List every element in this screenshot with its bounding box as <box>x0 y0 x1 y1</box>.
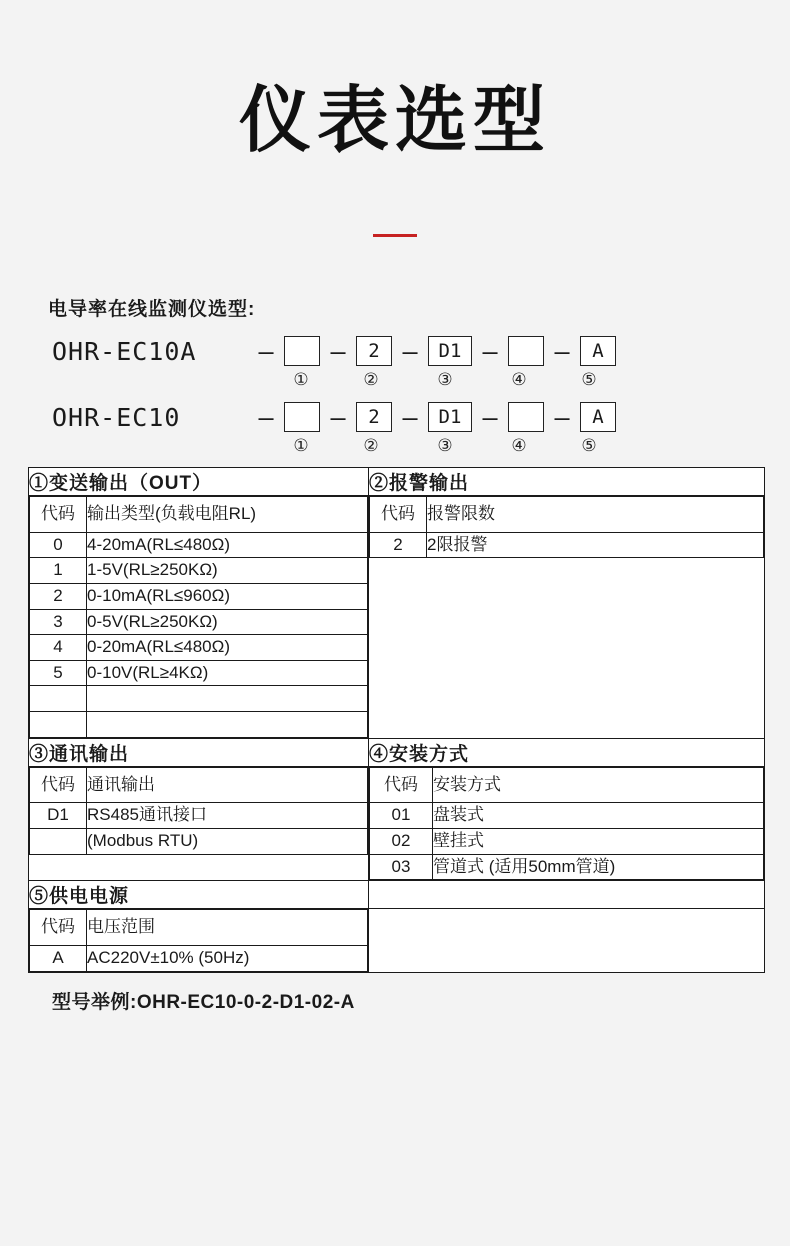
table-row <box>370 803 764 829</box>
table-row <box>29 468 765 496</box>
row-code: 03 <box>370 854 433 880</box>
table-row-filler <box>30 686 368 712</box>
section-4-subtable <box>369 767 764 881</box>
section-1-header: ①变送输出（OUT） <box>29 468 369 496</box>
section-1-subtable <box>29 496 368 738</box>
marker-4: ④ <box>511 436 527 455</box>
row-code: 2 <box>370 532 427 558</box>
col-header-desc: 通讯输出 <box>87 767 368 803</box>
row-code <box>30 829 87 855</box>
row-desc: AC220V±10% (50Hz) <box>87 945 368 971</box>
row-code: 2 <box>30 583 87 609</box>
table-row-filler <box>30 712 368 738</box>
table-row <box>370 532 764 558</box>
marker-5: ⑤ <box>581 436 597 455</box>
section-5-header: ⑤供电电源 <box>29 881 369 909</box>
marker-3: ③ <box>437 436 453 455</box>
table-row <box>30 609 368 635</box>
section-4-body <box>369 766 765 881</box>
code-box-2[interactable]: 2 <box>356 336 392 366</box>
col-header-code: 代码 <box>30 910 87 946</box>
dash-separator: — <box>554 402 570 432</box>
section-5-body <box>29 909 369 972</box>
title-divider-wrap <box>0 224 790 242</box>
row-desc: 4-20mA(RL≤480Ω) <box>87 532 368 558</box>
row-code: A <box>30 945 87 971</box>
model-name: OHR-EC10 <box>52 402 181 432</box>
model-marker-row <box>52 433 790 459</box>
row-desc: (Modbus RTU) <box>87 829 368 855</box>
row-desc: 壁挂式 <box>433 829 764 855</box>
model-code-row <box>52 401 790 433</box>
marker-4: ④ <box>511 370 527 389</box>
code-box-4[interactable] <box>508 336 544 366</box>
section-3-subtable <box>29 767 368 855</box>
code-box-5[interactable]: A <box>580 402 616 432</box>
marker-1: ① <box>293 436 309 455</box>
section-2-subtable <box>369 496 764 558</box>
empty-cell <box>369 881 765 909</box>
section-3-header: ③通讯输出 <box>29 738 369 766</box>
col-header-desc: 电压范围 <box>87 910 368 946</box>
row-code: 02 <box>370 829 433 855</box>
filler-cell <box>87 686 368 712</box>
code-box-4[interactable] <box>508 402 544 432</box>
code-box-5[interactable]: A <box>580 336 616 366</box>
table-row <box>30 945 368 971</box>
model-example: 型号举例:OHR-EC10-0-2-D1-02-A <box>52 991 355 1013</box>
row-code: 3 <box>30 609 87 635</box>
marker-2: ② <box>363 436 379 455</box>
empty-cell <box>369 909 765 972</box>
specification-table <box>28 467 765 973</box>
row-code: D1 <box>30 803 87 829</box>
row-code: 1 <box>30 558 87 584</box>
dash-separator: — <box>402 402 418 432</box>
table-row <box>29 909 765 972</box>
dash-separator: — <box>402 336 418 366</box>
col-header-code: 代码 <box>370 767 433 803</box>
table-row <box>30 660 368 686</box>
model-code-row <box>52 335 790 367</box>
row-code: 01 <box>370 803 433 829</box>
row-desc: 管道式 (适用50mm管道) <box>433 854 764 880</box>
section-2-header: ②报警输出 <box>369 468 765 496</box>
table-row <box>30 497 368 533</box>
code-box-3[interactable]: D1 <box>428 402 472 432</box>
marker-5: ⑤ <box>581 370 597 389</box>
table-row <box>30 910 368 946</box>
page-title: 仪表选型 <box>238 78 551 162</box>
table-row <box>370 829 764 855</box>
table-row <box>30 558 368 584</box>
table-row <box>29 496 765 739</box>
dash-separator: — <box>258 336 274 366</box>
table-row <box>29 738 765 766</box>
dash-separator: — <box>554 336 570 366</box>
dash-separator: — <box>330 336 346 366</box>
marker-3: ③ <box>437 370 453 389</box>
table-row <box>370 854 764 880</box>
table-row <box>30 829 368 855</box>
section-3-body <box>29 766 369 881</box>
table-row <box>30 583 368 609</box>
dash-separator: — <box>258 402 274 432</box>
section-1-body <box>29 496 369 739</box>
title-divider <box>373 234 417 237</box>
section-2-body <box>369 496 765 739</box>
filler-cell <box>30 712 87 738</box>
row-code: 5 <box>30 660 87 686</box>
col-header-code: 代码 <box>30 767 87 803</box>
marker-2: ② <box>363 370 379 389</box>
code-box-2[interactable]: 2 <box>356 402 392 432</box>
table-row <box>370 497 764 533</box>
model-marker-row <box>52 367 790 393</box>
filler-cell <box>87 712 368 738</box>
col-header-desc: 安装方式 <box>433 767 764 803</box>
selection-subtitle: 电导率在线监测仪选型: <box>48 299 256 320</box>
row-code: 0 <box>30 532 87 558</box>
model-code-block <box>52 335 790 459</box>
row-desc: 0-20mA(RL≤480Ω) <box>87 635 368 661</box>
col-header-desc: 输出类型(负载电阻RL) <box>87 497 368 533</box>
table-row <box>30 532 368 558</box>
table-row <box>29 881 765 909</box>
table-row <box>29 766 765 881</box>
code-box-1[interactable] <box>284 402 320 432</box>
col-header-code: 代码 <box>30 497 87 533</box>
table-row <box>30 767 368 803</box>
row-desc: 0-10mA(RL≤960Ω) <box>87 583 368 609</box>
col-header-code: 代码 <box>370 497 427 533</box>
dash-separator: — <box>330 402 346 432</box>
section-4-header: ④安装方式 <box>369 738 765 766</box>
row-desc: 0-10V(RL≥4KΩ) <box>87 660 368 686</box>
code-box-1[interactable] <box>284 336 320 366</box>
marker-1: ① <box>293 370 309 389</box>
code-box-3[interactable]: D1 <box>428 336 472 366</box>
row-code: 4 <box>30 635 87 661</box>
dash-separator: — <box>482 402 498 432</box>
filler-cell <box>30 686 87 712</box>
model-name: OHR-EC10A <box>52 336 197 366</box>
table-row <box>30 635 368 661</box>
row-desc: 2限报警 <box>427 532 764 558</box>
row-desc: RS485通讯接口 <box>87 803 368 829</box>
dash-separator: — <box>482 336 498 366</box>
section-5-subtable <box>29 909 368 971</box>
row-desc: 盘装式 <box>433 803 764 829</box>
col-header-desc: 报警限数 <box>427 497 764 533</box>
row-desc: 0-5V(RL≥250KΩ) <box>87 609 368 635</box>
row-desc: 1-5V(RL≥250KΩ) <box>87 558 368 584</box>
table-row <box>30 803 368 829</box>
table-row <box>370 767 764 803</box>
